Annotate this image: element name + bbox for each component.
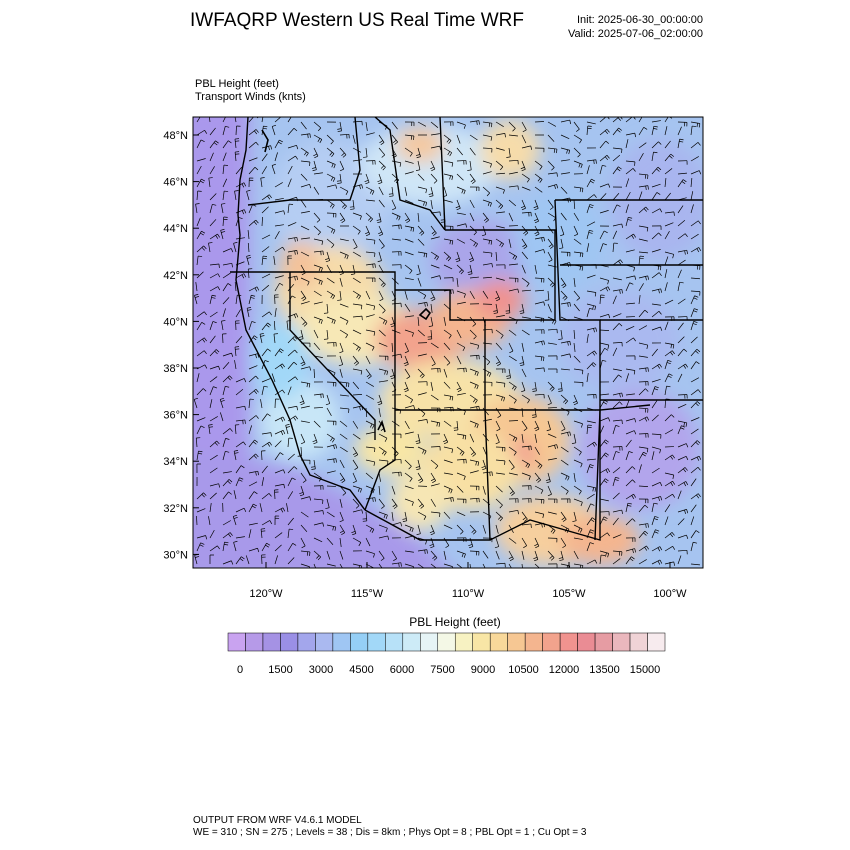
lat-label: 46°N [163, 176, 188, 189]
colorbar-label: 10500 [508, 664, 539, 676]
colorbar-swatch [525, 633, 542, 651]
lon-label: 105°W [552, 588, 586, 600]
colorbar-swatch [385, 633, 402, 651]
colorbar-swatch [315, 633, 332, 651]
plot-title: IWFAQRP Western US Real Time WRF [190, 10, 524, 31]
field-label-winds: Transport Winds (knts) [195, 91, 306, 103]
colorbar-label: 12000 [548, 664, 580, 676]
colorbar-swatch [350, 633, 367, 651]
colorbar-swatch [298, 633, 315, 651]
lon-label: 115°W [350, 588, 384, 600]
lon-label: 100°W [653, 588, 687, 600]
colorbar [228, 633, 665, 651]
colorbar-swatch [560, 633, 577, 651]
colorbar-label: 7500 [430, 664, 455, 676]
lat-label: 34°N [163, 456, 188, 469]
colorbar-swatch [543, 633, 560, 651]
valid-time: Valid: 2025-07-06_02:00:00 [568, 28, 703, 40]
colorbar-label: 13500 [589, 664, 620, 676]
colorbar-swatch [403, 633, 420, 651]
colorbar-label: 4500 [349, 664, 374, 676]
colorbar-label: 1500 [268, 664, 293, 676]
colorbar-swatch [630, 633, 647, 651]
colorbar-swatch [245, 633, 262, 651]
colorbar-swatch [508, 633, 525, 651]
colorbar-swatch [613, 633, 630, 651]
colorbar-swatch [455, 633, 472, 651]
lat-label: 32°N [163, 502, 188, 515]
colorbar-title: PBL Height (feet) [409, 615, 501, 629]
colorbar-swatch [473, 633, 490, 651]
colorbar-swatch [490, 633, 507, 651]
colorbar-swatch [280, 633, 297, 651]
pbl-height-field [170, 100, 710, 580]
colorbar-swatch [648, 633, 665, 651]
model-info-line1: OUTPUT FROM WRF V4.6.1 MODEL [193, 815, 362, 826]
lat-label: 48°N [163, 130, 188, 142]
lon-label: 110°W [451, 588, 485, 600]
colorbar-label: 0 [236, 664, 244, 676]
colorbar-swatch [438, 633, 455, 651]
lat-label: 40°N [163, 316, 188, 329]
lat-label: 30°N [163, 549, 188, 562]
colorbar-swatch [578, 633, 595, 651]
lon-label: 120°W [249, 588, 283, 600]
colorbar-swatch [420, 633, 437, 651]
init-time: Init: 2025-06-30_00:00:00 [577, 14, 703, 26]
colorbar-label: 15000 [629, 664, 661, 676]
colorbar-swatch [228, 633, 245, 651]
lat-label: 36°N [163, 409, 188, 422]
colorbar-label: 6000 [389, 664, 415, 676]
lat-label: 42°N [163, 269, 188, 282]
colorbar-swatch [263, 633, 280, 651]
colorbar-label: 9000 [470, 664, 496, 676]
field-label-pbl: PBL Height (feet) [195, 78, 279, 90]
lat-label: 44°N [163, 223, 188, 236]
colorbar-labels [237, 664, 660, 676]
colorbar-swatch [595, 633, 612, 651]
model-info-line2: WE = 310 ; SN = 275 ; Levels = 38 ; Dis = 8km ; Phys Opt = 8 ; PBL Opt = 1 ; Cu Opt = 3 [193, 827, 587, 838]
colorbar-label: 3000 [308, 664, 334, 676]
colorbar-swatch [368, 633, 385, 651]
colorbar-swatch [333, 633, 350, 651]
lat-label: 38°N [163, 363, 188, 375]
